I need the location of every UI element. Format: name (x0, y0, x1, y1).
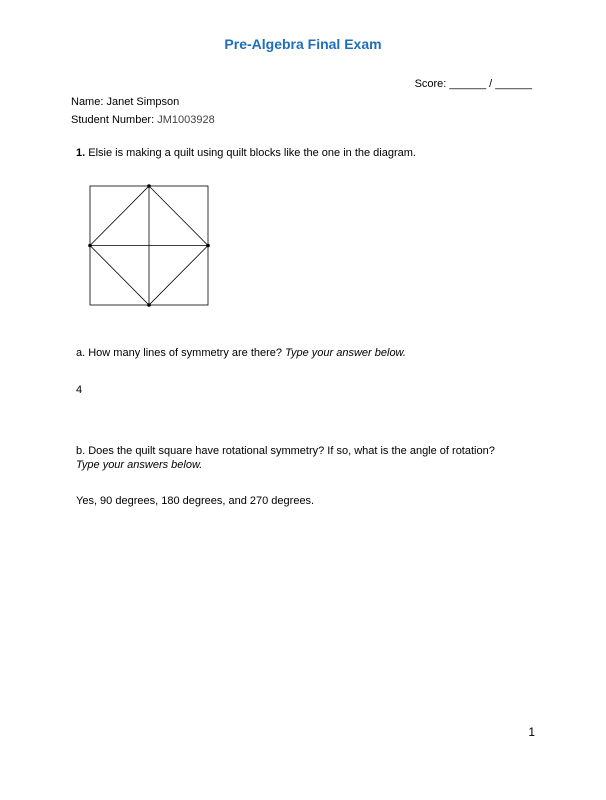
quilt-vertex-right (206, 244, 210, 248)
question-1-prompt (76, 146, 516, 160)
question-1-text: Elsie is making a quilt using quilt blocks like the one in the diagram. (88, 147, 416, 159)
score-line: Score: ______ / ______ (414, 78, 532, 90)
question-1b-instruction: Type your answers below. (76, 459, 203, 471)
question-1b-text: b. Does the quilt square have rotational symmetry? If so, what is the angle of rotation? (76, 445, 495, 457)
student-number-value: JM1003928 (157, 114, 215, 126)
student-name-field (71, 96, 179, 108)
student-name-label: Name: (71, 96, 104, 108)
question-1b-answer[interactable]: Yes, 90 degrees, 180 degrees, and 270 degrees. (76, 495, 315, 507)
quilt-block-diagram (86, 181, 214, 311)
question-1a-text: a. How many lines of symmetry are there? (76, 347, 283, 359)
student-number-label: Student Number: (71, 114, 155, 126)
page-title: Pre-Algebra Final Exam (224, 36, 382, 52)
quilt-vertex-bottom (147, 303, 151, 307)
quilt-vertex-left (88, 244, 92, 248)
question-1b-prompt (76, 444, 516, 472)
student-name-value: Janet Simpson (106, 96, 180, 108)
question-1a-instruction: Type your answer below. (285, 347, 406, 359)
question-1-number: 1. (76, 147, 86, 159)
question-1a-prompt (76, 346, 516, 360)
quilt-vertex-top (147, 184, 151, 188)
page-number: 1 (528, 725, 535, 739)
student-number-field (71, 114, 215, 126)
question-1a-answer[interactable]: 4 (76, 384, 83, 396)
